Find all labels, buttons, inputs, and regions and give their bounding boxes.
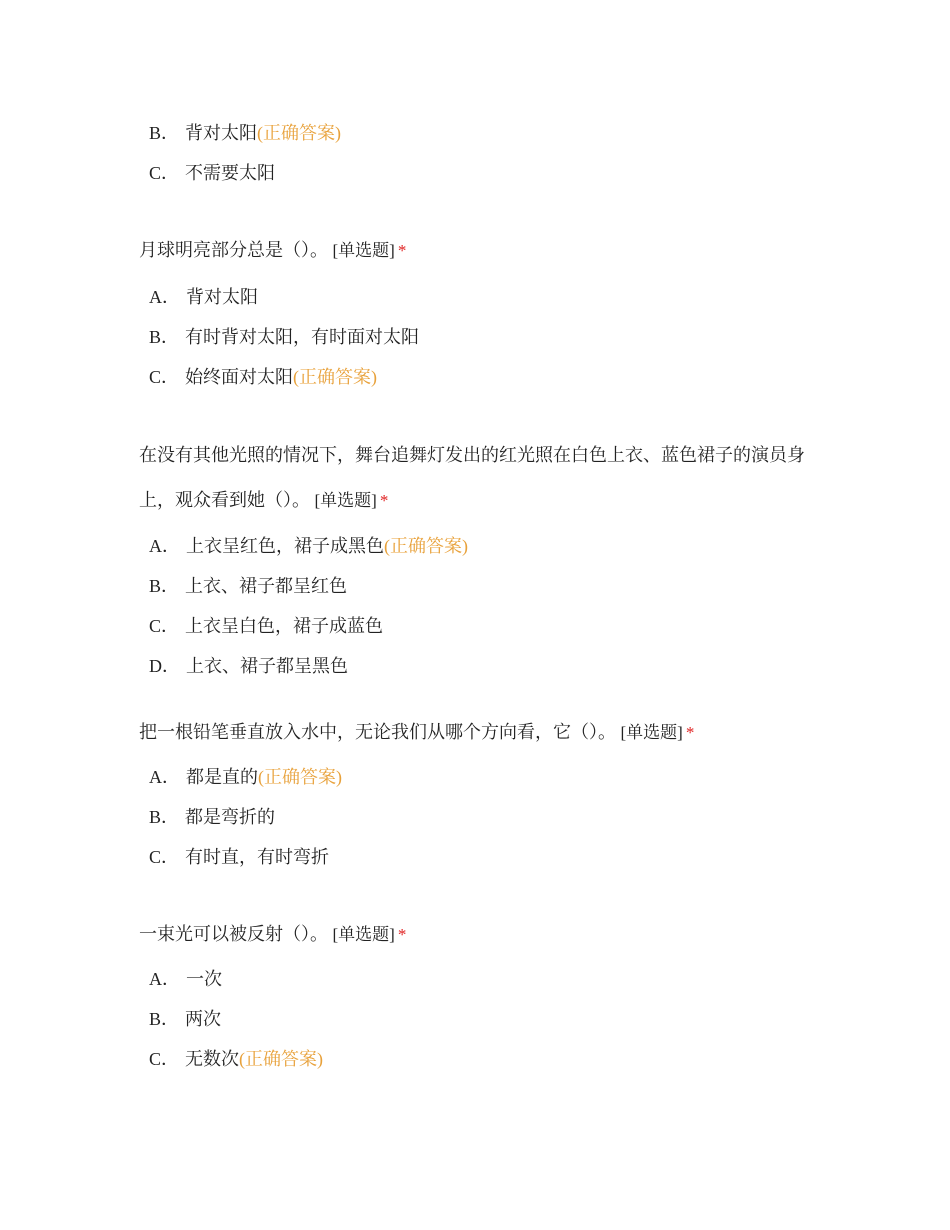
option-letter: B． — [149, 1009, 180, 1029]
required-marker: * — [397, 925, 407, 944]
option-letter: A． — [149, 287, 180, 307]
option-b — [139, 797, 819, 837]
option-c — [139, 1039, 819, 1079]
question-title — [139, 231, 819, 270]
correct-answer-marker: (正确答案) — [293, 367, 378, 387]
question-title — [139, 433, 819, 523]
option-text: 不需要太阳 — [185, 163, 276, 183]
option-letter: C． — [149, 163, 180, 183]
option-text: 一次 — [186, 969, 222, 989]
question-title — [139, 915, 819, 954]
option-letter: B． — [149, 123, 180, 143]
option-text: 上衣、裙子都呈黑色 — [186, 656, 348, 676]
option-c — [139, 153, 819, 193]
option-list — [139, 526, 819, 686]
option-letter: C． — [149, 1049, 180, 1069]
question-text: 月球明亮部分总是（）。 — [139, 240, 328, 260]
option-letter: A． — [149, 969, 180, 989]
option-c — [139, 357, 819, 397]
option-text: 始终面对太阳 — [185, 367, 294, 387]
option-text: 有时背对太阳，有时面对太阳 — [185, 327, 420, 347]
question-block — [139, 915, 819, 1079]
option-letter: B． — [149, 807, 180, 827]
option-text: 上衣、裙子都呈红色 — [185, 576, 348, 596]
question-block — [139, 433, 819, 686]
option-b — [139, 999, 819, 1039]
option-letter: B． — [149, 327, 180, 347]
option-a — [139, 277, 819, 317]
option-b — [139, 566, 819, 606]
option-text: 都是弯折的 — [185, 807, 276, 827]
question-text: 在没有其他光照的情况下，舞台追舞灯发出的红光照在白色上衣、蓝色裙子的演员身上，观众看到她（）。 — [139, 445, 805, 510]
option-letter: D． — [149, 656, 180, 676]
correct-answer-marker: (正确答案) — [257, 123, 342, 143]
option-list — [139, 959, 819, 1079]
option-b — [139, 317, 819, 357]
question-type: [单选题] — [314, 491, 377, 510]
question-block — [139, 113, 819, 193]
option-text: 都是直的 — [186, 767, 258, 787]
option-text: 有时直，有时弯折 — [185, 847, 330, 867]
option-a — [139, 959, 819, 999]
option-list — [139, 757, 819, 877]
option-text: 两次 — [185, 1009, 222, 1029]
correct-answer-marker: (正确答案) — [239, 1049, 324, 1069]
option-a — [139, 526, 819, 566]
option-b — [139, 113, 819, 153]
option-letter: B． — [149, 576, 180, 596]
required-marker: * — [379, 491, 389, 510]
option-list — [139, 277, 819, 397]
required-marker: * — [685, 723, 695, 742]
question-text: 一束光可以被反射（）。 — [139, 924, 328, 944]
question-title — [139, 713, 819, 752]
question-type: [单选题] — [620, 723, 683, 742]
option-text: 背对太阳 — [186, 287, 258, 307]
option-list — [139, 113, 819, 193]
required-marker: * — [397, 241, 407, 260]
option-c — [139, 837, 819, 877]
option-text: 无数次 — [185, 1049, 240, 1069]
question-block — [139, 231, 819, 397]
option-a — [139, 757, 819, 797]
question-type: [单选题] — [332, 925, 395, 944]
option-c — [139, 606, 819, 646]
question-block — [139, 713, 819, 877]
option-text: 上衣呈白色，裙子成蓝色 — [185, 616, 384, 636]
option-letter: C． — [149, 367, 180, 387]
option-letter: C． — [149, 616, 180, 636]
option-letter: C． — [149, 847, 180, 867]
option-text: 上衣呈红色，裙子成黑色 — [186, 536, 384, 556]
option-letter: A． — [149, 536, 180, 556]
option-letter: A． — [149, 767, 180, 787]
option-text: 背对太阳 — [185, 123, 258, 143]
correct-answer-marker: (正确答案) — [258, 767, 342, 787]
correct-answer-marker: (正确答案) — [384, 536, 468, 556]
option-d — [139, 646, 819, 686]
question-type: [单选题] — [332, 241, 395, 260]
question-text: 把一根铅笔垂直放入水中，无论我们从哪个方向看，它（）。 — [139, 722, 616, 742]
